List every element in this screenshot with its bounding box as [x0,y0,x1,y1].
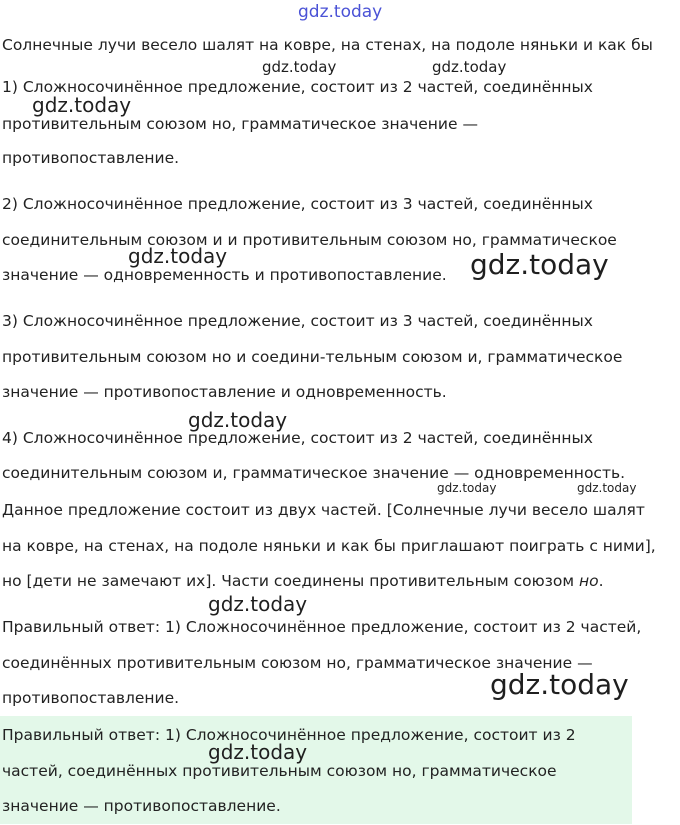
explanation-end-punct: . [598,572,604,590]
option-1-line-3: противопоставление. [2,149,180,167]
watermark: gdz.today [437,481,497,495]
highlighted-answer-line-3: значение — противопоставление. [2,797,281,815]
watermark: gdz.today [32,93,132,117]
watermark: gdz.today [577,481,637,495]
highlighted-answer-line-2: частей, соединённых противительным союзом но, грамматическое [2,762,557,780]
watermark: gdz.today [262,58,337,76]
watermark: gdz.today [208,592,308,616]
watermark: gdz.today [470,248,609,281]
watermark: gdz.today [432,58,507,76]
conjunction-italic: но [579,572,599,590]
task-sentence: Солнечные лучи весело шалят на ковре, на стенах, на подоле няньки и как бы [2,36,653,54]
option-3-line-3: значение — противопоставление и одновременность. [2,383,447,401]
explanation-text: но [дети не замечают их]. Части соединены противительным союзом [2,572,575,590]
option-2-line-1: 2) Сложносочинённое предложение, состоит из 3 частей, соединённых [2,195,593,213]
watermark: gdz.today [128,244,228,268]
option-1-line-2: противительным союзом но, грамматическое значение — [2,115,478,133]
option-2-line-2: соединительным союзом и и противительным союзом но, грамматическое [2,231,617,249]
explanation-line-3 [2,572,604,590]
watermark: gdz.today [188,408,288,432]
option-4-line-2: соединительным союзом и, грамматическое значение — одновременность. [2,464,626,482]
watermark: gdz.today [490,668,629,701]
watermark-top: gdz.today [298,2,383,22]
option-3-line-2: противительным союзом но и соедини-тельным союзом и, грамматическое [2,348,623,366]
watermark: gdz.today [208,740,308,764]
option-4-line-1: 4) Сложносочинённое предложение, состоит из 2 частей, соединённых [2,429,593,447]
answer-line-1: Правильный ответ: 1) Сложносочинённое предложение, состоит из 2 частей, [2,618,642,636]
answer-line-3: противопоставление. [2,689,180,707]
option-3-line-1: 3) Сложносочинённое предложение, состоит из 3 частей, соединённых [2,312,593,330]
option-2-line-3: значение — одновременность и противопоставление. [2,266,447,284]
explanation-line-2: на ковре, на стенах, на подоле няньки и как бы приглашают поиграть с ними], [2,537,656,555]
explanation-line-1: Данное предложение состоит из двух частей. [Солнечные лучи весело шалят [2,501,645,519]
answer-line-2: соединённых противительным союзом но, грамматическое значение — [2,654,593,672]
highlighted-answer-line-1: Правильный ответ: 1) Сложносочинённое предложение, состоит из 2 [2,726,576,744]
option-1-line-1: 1) Сложносочинённое предложение, состоит из 2 частей, соединённых [2,78,593,96]
